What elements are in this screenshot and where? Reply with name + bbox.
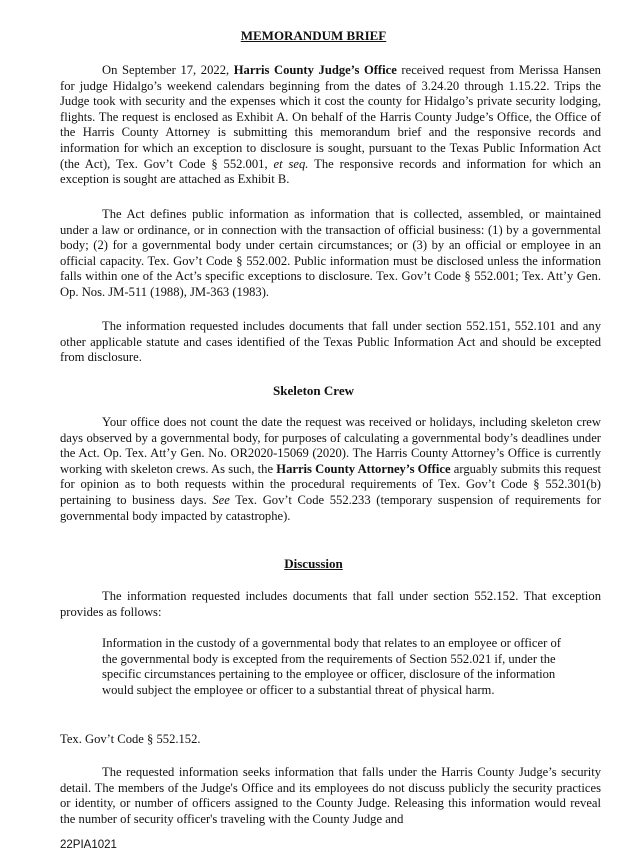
document-id-footer: 22PIA1021 — [60, 839, 117, 851]
paragraph-text: Tex. Gov’t Code 552.233 (temporary suspension of requirements for governmental body impacted by catastrophe). — [60, 492, 601, 523]
paragraph-text: Your office does not count the date the request was received or holidays, including skeleton crew days observed by a governmental body, for purposes of calculating a governmental body’s deadlines under the Act. Op. Tex. Att’y Gen. No. OR2020-15069 (2020). The Harris County Attorney’s Office is currently working with skeleton crews. As such, the — [60, 415, 601, 476]
heading-discussion: Discussion — [284, 556, 343, 571]
block-quote: Information in the custody of a governmental body that relates to an employee or officer of the governmental body is excepted from the requirements of Section 552.021 if, under the specific circumstances pertaining to the employee or officer, disclosure of the information would subject the employee or officer to a substantial threat of physical harm. — [102, 636, 561, 697]
paragraph-security-detail: The requested information seeks information that falls under the Harris County Judge’s security detail. The members of the Judge's Office and its employees do not discuss publicly the security practices or identity, or number of officers assigned to the County Judge. Releasing this information would reveal the number of security officer's traveling with the County Judge and — [60, 765, 601, 826]
paragraph-text: The responsive records and information for which an exception is sought are attached as Exhibit B. — [60, 156, 601, 187]
paragraph-text: received request from Merissa Hansen for judge Hidalgo’s weekend calendars beginning from the dates of 3.24.20 through 1.15.22. Trips the Judge took with security and the expenses which it cost the county for Hidalgo’s private security lodging, flights. The request is enclosed as Exhibit A. On behalf of the Harris County Judge’s Office, the Office of the Harris County Attorney is submitting this memorandum brief and the responsive records and information for which an exception to disclosure is sought, pursuant to the Texas Public Information Act (the Act), Tex. Gov’t Code § 552.001, — [60, 63, 601, 171]
paragraph-request — [60, 63, 601, 188]
paragraph-text: arguably submits this request for opinion as to both requests within the procedural requirements of Tex. Gov’t Code § 552.301(b) pertaining to business days. — [60, 461, 601, 507]
office-name-bold: Harris County Attorney’s Office — [276, 461, 451, 476]
paragraph-sections: The information requested includes documents that fall under section 552.151, 552.101 and any other applicable statute and cases identified of the Texas Public Information Act and should be excepted from disclosure. — [60, 319, 601, 365]
paragraph-text: On September 17, 2022, — [102, 63, 234, 77]
citation: Tex. Gov’t Code § 552.152. — [60, 732, 201, 746]
heading-skeleton-crew: Skeleton Crew — [272, 383, 354, 398]
paragraph-skeleton-crew — [60, 415, 601, 524]
signal-see: See — [212, 492, 230, 507]
paragraph-act-definition: The Act defines public information as information that is collected, assembled, or maintained under a law or ordinance, or in connection with the transaction of official business: (1) by a governmental body; (2) for a governmental body under certain circumstances; or (3) by an official or employee in an official capacity. Tex. Gov’t Code § 552.002. Public information must be disclosed unless the information falls within one of the Act’s specific exceptions to disclosure. Tex. Gov’t Code § 552.001; Tex. Att’y Gen. Op. Nos. JM-511 (1988), JM-363 (1983). — [60, 207, 601, 299]
office-name-bold: Harris County Judge’s Office — [233, 63, 397, 77]
paragraph-exception: The information requested includes documents that fall under section 552.152. That exception provides as follows: — [60, 589, 601, 619]
page-title: MEMORANDUM BRIEF — [240, 28, 387, 43]
latin-term: et seq. — [273, 156, 309, 171]
